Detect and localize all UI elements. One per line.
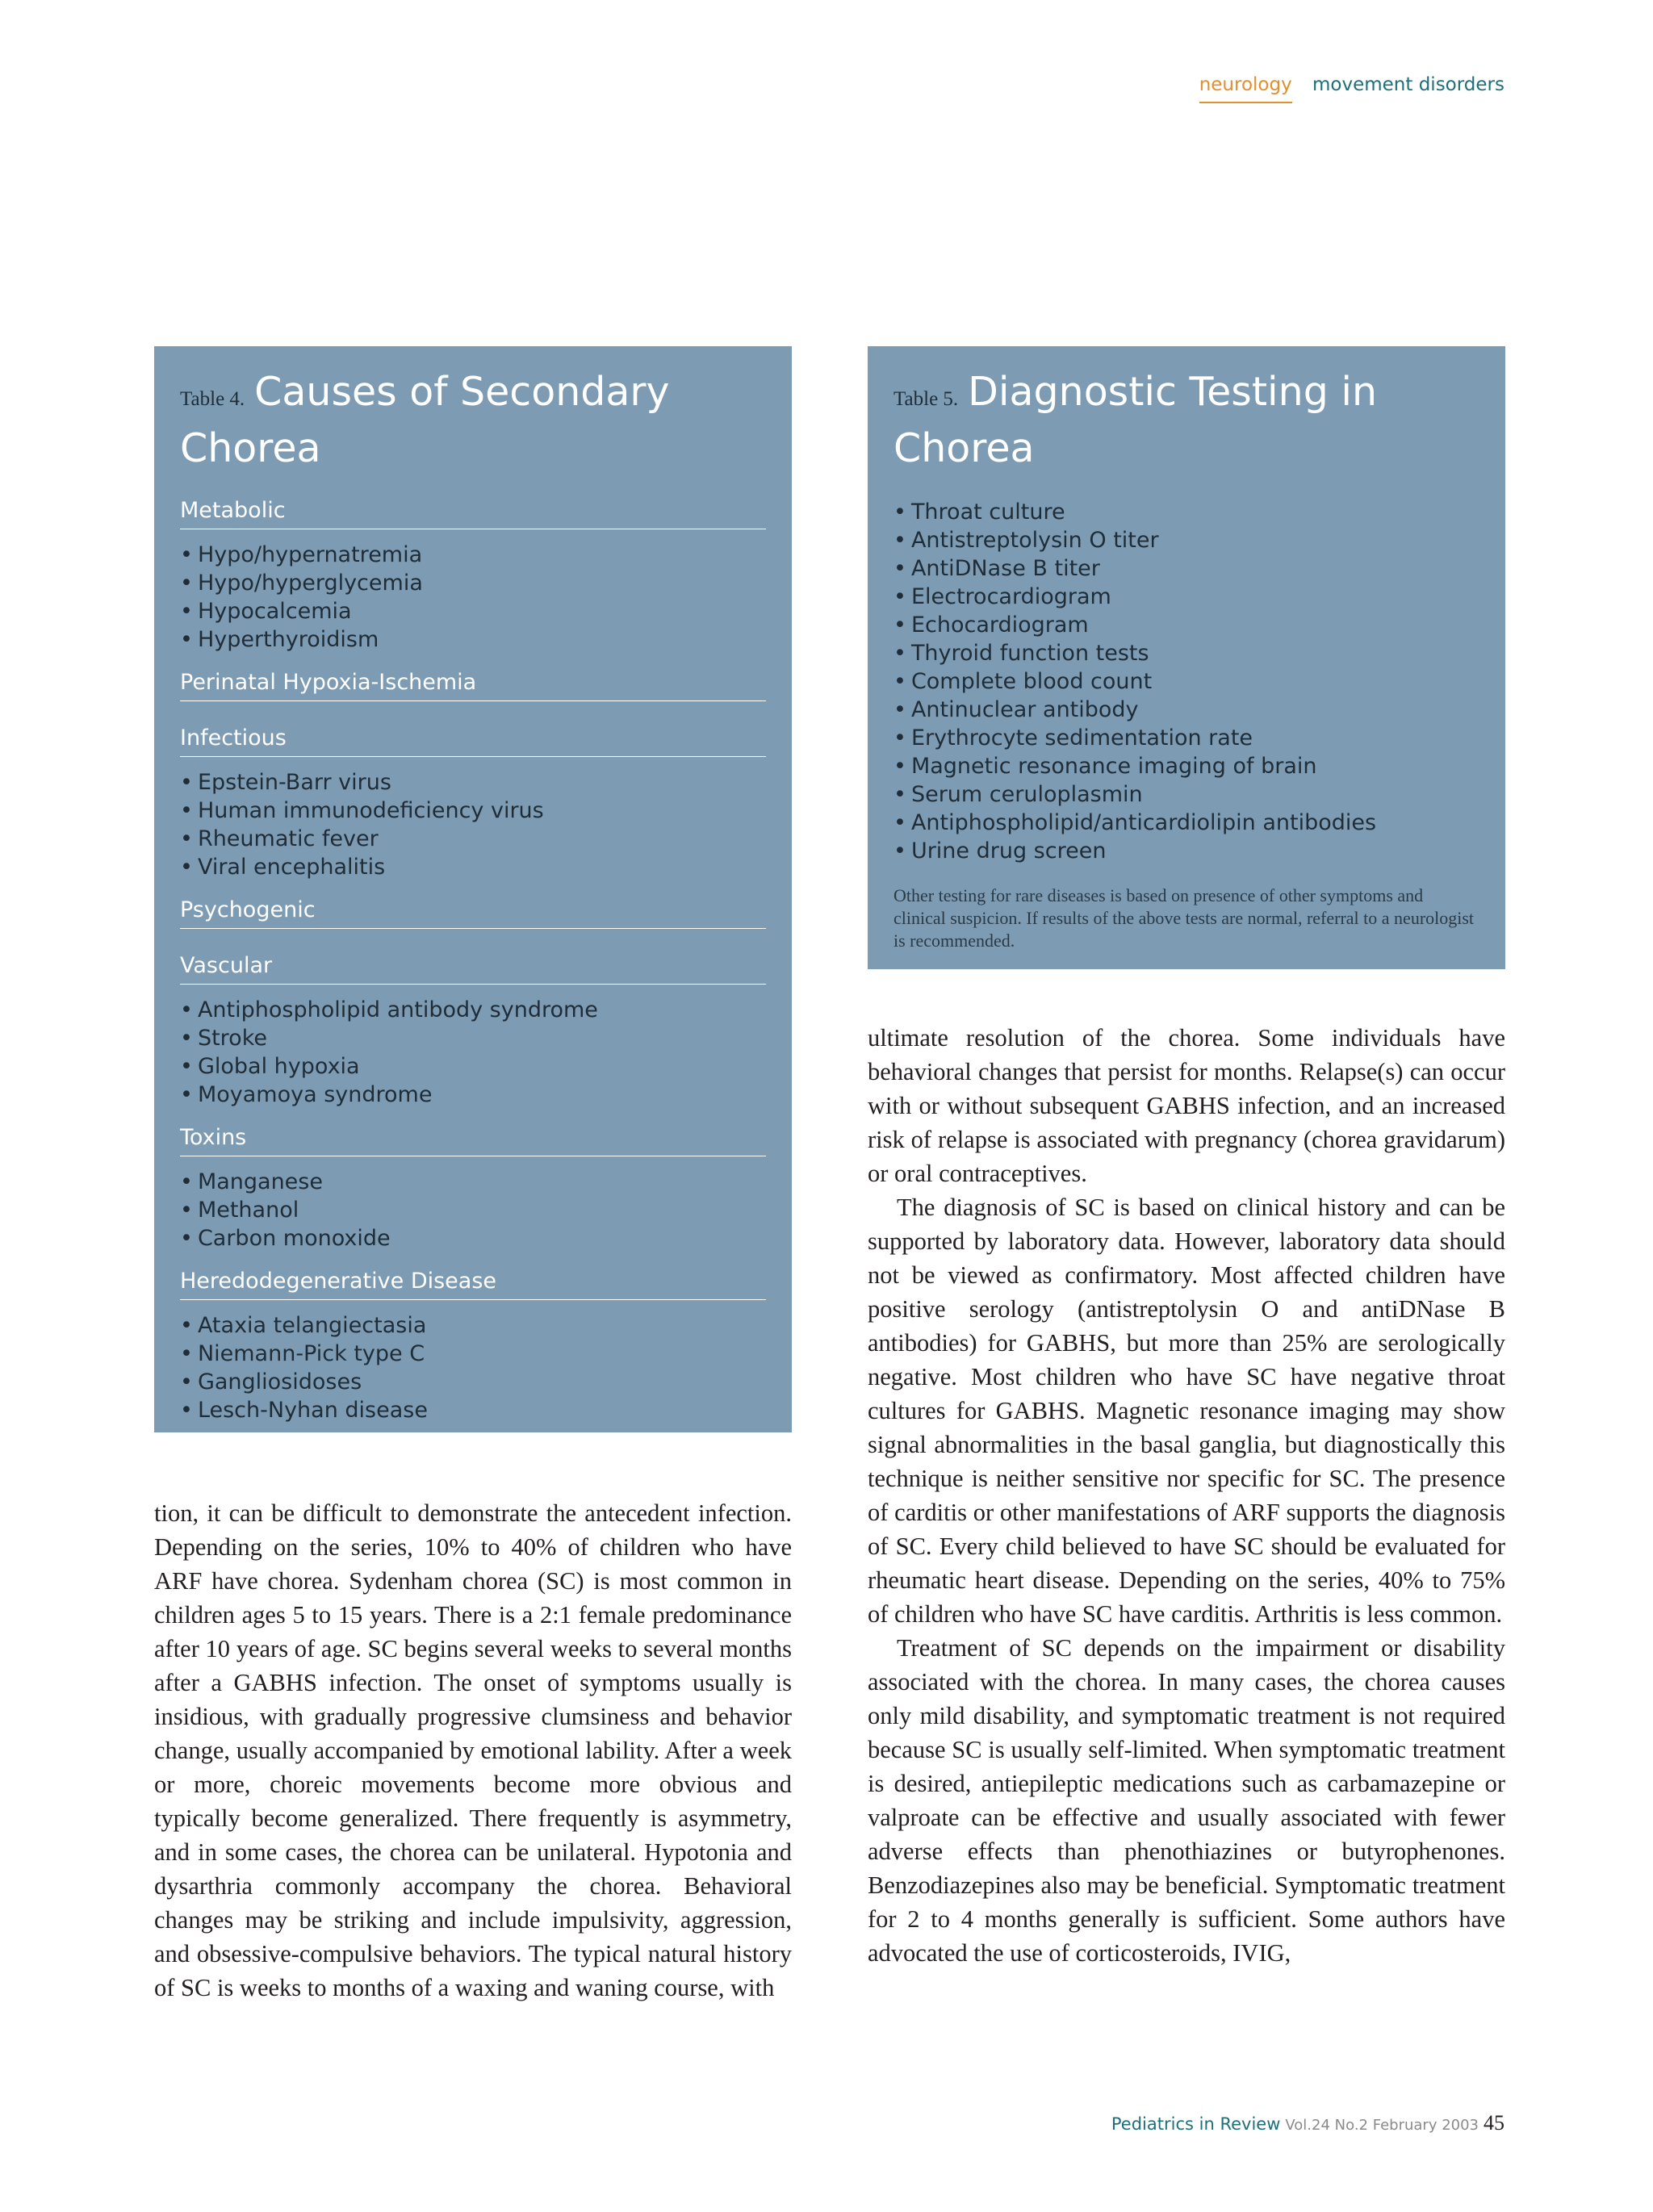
table-section-heading: Vascular (180, 953, 766, 985)
list-item: • Niemann-Pick type C (180, 1340, 766, 1368)
list-item: • Complete blood count (893, 667, 1479, 696)
list-item: • Rheumatic fever (180, 825, 766, 853)
table-section-heading: Heredodegenerative Disease (180, 1269, 766, 1300)
list-item: • Serum ceruloplasmin (893, 780, 1479, 809)
list-item: • Throat culture (893, 498, 1479, 526)
list-item: • Viral encephalitis (180, 853, 766, 881)
list-item: • Antinuclear antibody (893, 696, 1479, 724)
list-item: • Thyroid function tests (893, 639, 1479, 667)
list-item: • Ataxia telangiectasia (180, 1311, 766, 1340)
list-item: • Hypo/hypernatremia (180, 541, 766, 569)
body-paragraph: ultimate resolution of the chorea. Some individuals have behavioral changes that persist for months. Relapse(s) can occur with or without subsequent GABHS infection, and an increased risk of relapse is associated with pregnancy (chorea gravidarum) or oral contraceptives. (868, 1024, 1505, 1187)
running-header (1199, 74, 1504, 103)
list-item: • Gangliosidoses (180, 1368, 766, 1396)
table-sections (180, 498, 766, 1424)
table-section-list (180, 996, 766, 1109)
list-item: • Stroke (180, 1024, 766, 1052)
list-item: • Moyamoya syndrome (180, 1081, 766, 1109)
body-paragraph: tion, it can be difficult to demonstrate the antecedent infection. Depending on the series, 10% to 40% of children who have ARF have chorea. Sydenham chorea (SC) is most common in children ages 5 to 15 years. There is a 2:1 female predominance after 10 years of age. SC begins several weeks to several months after a GABHS infection. The onset of symptoms usually is insidious, with gradually progressive clumsiness and behavior change, usually accompanied by emotional lability. After a week or more, choreic movements become more obvious and typically become generalized. There frequently is asymmetry, and in some cases, the chorea can be unilateral. Hypotonia and dysarthria commonly accompany the chorea. Behavioral changes may be striking and include impulsivity, aggression, and obsessive-compulsive behaviors. The typical natural history of SC is weeks to months of a waxing and waning course, with (154, 1499, 792, 2001)
list-item: • Manganese (180, 1168, 766, 1196)
table-diagnostic-testing (868, 346, 1505, 969)
section-tag-neurology: neurology (1199, 74, 1292, 103)
list-item: • Erythrocyte sedimentation rate (893, 724, 1479, 752)
list-item: • Antiphospholipid antibody syndrome (180, 996, 766, 1024)
list-item: • Electrocardiogram (893, 583, 1479, 611)
list-item: • Antiphospholipid/anticardiolipin antibodies (893, 809, 1479, 837)
table-label: Table 5. (893, 388, 959, 410)
diagnostic-tests-list (893, 498, 1479, 865)
body-column-left (154, 1496, 792, 2005)
table-section-list (180, 1311, 766, 1424)
table-title (180, 369, 766, 482)
list-item: • Magnetic resonance imaging of brain (893, 752, 1479, 780)
table-section-list (180, 1168, 766, 1252)
table-note: Other testing for rare diseases is based on presence of other symptoms and clinical suspicion. If results of the above tests are normal, referral to a neurologist is recommended. (893, 885, 1475, 951)
list-item: • Lesch-Nyhan disease (180, 1396, 766, 1424)
section-tag-movement-disorders: movement disorders (1312, 74, 1504, 95)
table-title-text: Diagnostic Testing in Chorea (893, 369, 1378, 471)
table-section-heading: Psychogenic (180, 897, 766, 929)
page-number: 45 (1484, 2111, 1504, 2135)
list-item: • Human immunodeficiency virus (180, 797, 766, 825)
list-item: • Echocardiogram (893, 611, 1479, 639)
table-label: Table 4. (180, 388, 245, 410)
table-section-heading: Toxins (180, 1125, 766, 1156)
body-column-right (868, 1021, 1505, 1970)
journal-name: Pediatrics in Review (1111, 2114, 1281, 2134)
list-item: • Carbon monoxide (180, 1224, 766, 1252)
page-footer (1111, 2111, 1504, 2135)
table-section-list (180, 541, 766, 654)
table-section-heading: Perinatal Hypoxia-Ischemia (180, 670, 766, 701)
table-section-list (180, 768, 766, 881)
list-item: • Hypo/hyperglycemia (180, 569, 766, 597)
list-item: • Antistreptolysin O titer (893, 526, 1479, 554)
list-item: • AntiDNase B titer (893, 554, 1479, 583)
list-item: • Hypocalcemia (180, 597, 766, 625)
table-section-heading: Metabolic (180, 498, 766, 529)
list-item: • Global hypoxia (180, 1052, 766, 1081)
table-causes-of-secondary-chorea (154, 346, 792, 1432)
list-item: • Methanol (180, 1196, 766, 1224)
table-title-text: Causes of Secondary Chorea (180, 369, 670, 471)
list-item: • Epstein-Barr virus (180, 768, 766, 797)
table-title (893, 369, 1479, 482)
body-paragraph: Treatment of SC depends on the impairment or disability associated with the chorea. In many cases, the chorea causes only mild disability, and symptomatic treatment is not required because SC is usually self-limited. When symptomatic treatment is desired, antiepileptic medications such as carbamazepine or valproate can be effective and usually associated with fewer adverse effects than phenothiazines or butyrophenones. Benzodiazepines also may be beneficial. Symptomatic treatment for 2 to 4 months generally is sufficient. Some authors have advocated the use of corticosteroids, IVIG, (868, 1634, 1505, 1967)
table-section-heading: Infectious (180, 725, 766, 757)
list-item: • Urine drug screen (893, 837, 1479, 865)
body-paragraph: The diagnosis of SC is based on clinical history and can be supported by laboratory data. However, laboratory data should not be viewed as confirmatory. Most affected children have positive serology (antistreptolysin O and antiDNase B antibodies) for GABHS, but more than 25% are serologically negative. Most children who have SC have negative throat cultures for GABHS. Magnetic resonance imaging may show signal abnormalities in the basal ganglia, but diagnostically this technique is neither sensitive nor specific for SC. The presence of carditis or other manifestations of ARF supports the diagnosis of SC. Every child believed to have SC should be evaluated for rheumatic heart disease. Depending on the series, 40% to 75% of children who have SC have carditis. Arthritis is less common. (868, 1194, 1505, 1628)
journal-volume: Vol.24 No.2 February 2003 (1285, 2117, 1479, 2134)
list-item: • Hyperthyroidism (180, 625, 766, 654)
